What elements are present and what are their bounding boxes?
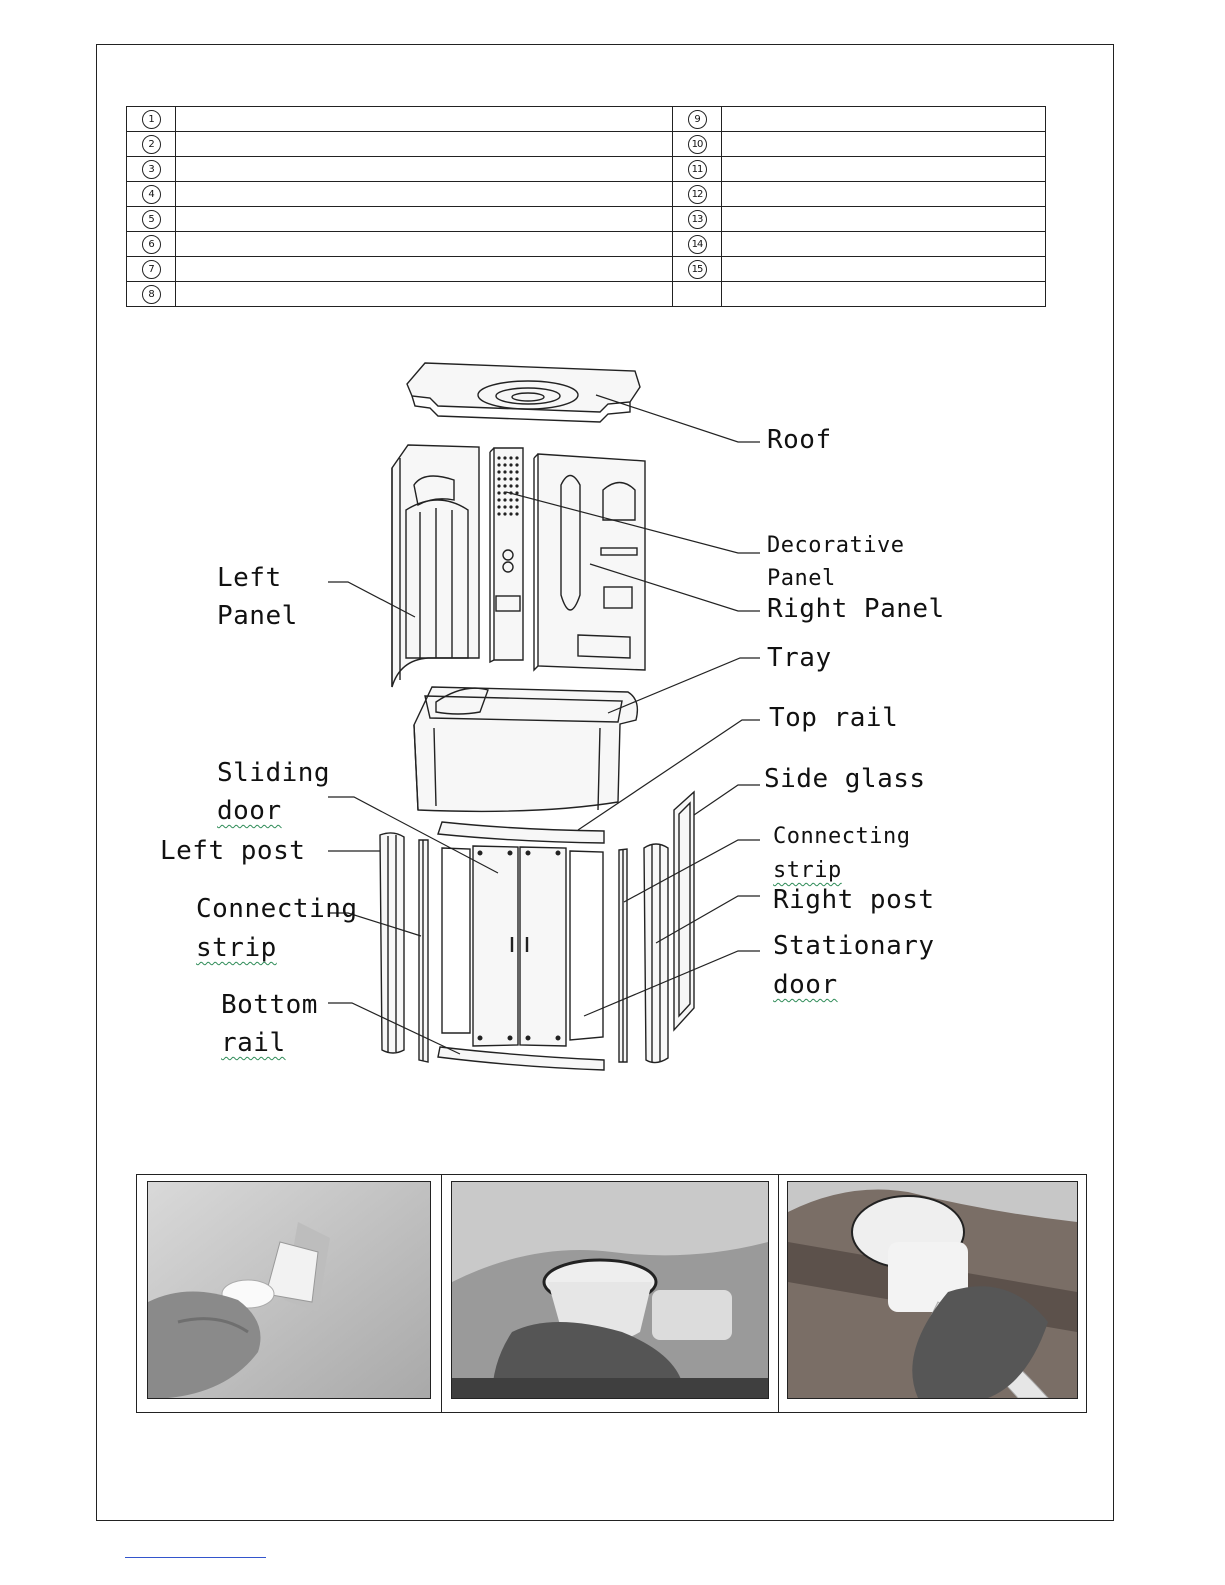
circled-number: 14 <box>688 235 707 254</box>
part-number-right <box>673 282 722 307</box>
jet-dot <box>509 470 512 473</box>
photo-fitting-foam <box>147 1181 431 1399</box>
jet-dot <box>503 498 506 501</box>
parts-row <box>127 157 1046 182</box>
label-top-rail: Top rail <box>769 703 899 733</box>
part-description-right <box>722 157 1046 182</box>
left-panel-part <box>392 445 479 687</box>
label-right-post: Right post <box>773 885 935 915</box>
right-post-part <box>644 844 668 1063</box>
part-number-right <box>673 182 722 207</box>
footer-link-underline <box>125 1557 266 1558</box>
part-number-left <box>127 232 176 257</box>
circled-number: 13 <box>688 210 707 229</box>
label-left-panel-1: Left <box>217 563 282 593</box>
part-number-left <box>127 107 176 132</box>
parts-row <box>127 107 1046 132</box>
part-number-left <box>127 257 176 282</box>
label-left-panel-2: Panel <box>217 601 298 631</box>
part-description-left <box>176 207 673 232</box>
decorative-panel-part <box>490 448 523 662</box>
jet-dot <box>515 498 518 501</box>
right-panel-part <box>534 454 645 670</box>
part-description-right <box>722 257 1046 282</box>
circled-number: 8 <box>142 285 161 304</box>
label-bottom-rail-2: rail <box>221 1028 286 1058</box>
label-connecting-strip-left-1: Connecting <box>196 894 358 924</box>
top-rail-part <box>438 822 604 843</box>
jet-dot <box>497 512 500 515</box>
circled-number: 15 <box>688 260 707 279</box>
label-stationary-door-1: Stationary <box>773 931 935 961</box>
part-number-left <box>127 207 176 232</box>
jet-dot <box>509 512 512 515</box>
part-description-left <box>176 132 673 157</box>
part-description-left <box>176 282 673 307</box>
parts-row <box>127 232 1046 257</box>
jet-dot <box>515 505 518 508</box>
circled-number: 12 <box>688 185 707 204</box>
part-description-left <box>176 157 673 182</box>
jet-dot <box>515 512 518 515</box>
circled-number: 10 <box>688 135 707 154</box>
label-connecting-strip-right-1: Connecting <box>773 824 911 849</box>
part-number-left <box>127 132 176 157</box>
circled-number: 5 <box>142 210 161 229</box>
jet-dot <box>515 477 518 480</box>
photo-strip <box>136 1174 1087 1413</box>
photo-drain-trap <box>787 1181 1078 1399</box>
parts-row <box>127 207 1046 232</box>
label-sliding-door-2: door <box>217 796 282 826</box>
parts-table <box>126 106 1046 307</box>
jet-dot <box>503 463 506 466</box>
jet-dot <box>503 505 506 508</box>
part-number-left <box>127 282 176 307</box>
label-decorative-panel-1: Decorative <box>767 533 905 558</box>
jet-dot <box>497 477 500 480</box>
jet-dot <box>497 456 500 459</box>
part-number-right <box>673 132 722 157</box>
bottom-rail-part <box>438 1047 604 1070</box>
part-number-right <box>673 232 722 257</box>
parts-row <box>127 282 1046 307</box>
jet-dot <box>503 470 506 473</box>
photo-cell-1 <box>137 1175 442 1412</box>
right-connecting-strip-part <box>619 849 627 1062</box>
jet-dot <box>515 456 518 459</box>
part-number-right <box>673 207 722 232</box>
jet-dot <box>509 484 512 487</box>
circled-number: 6 <box>142 235 161 254</box>
part-description-right <box>722 132 1046 157</box>
jet-dot <box>503 512 506 515</box>
label-side-glass: Side glass <box>764 764 926 794</box>
jet-dot <box>509 463 512 466</box>
label-left-post: Left post <box>160 836 306 866</box>
circled-number: 3 <box>142 160 161 179</box>
label-right-panel: Right Panel <box>767 594 945 624</box>
part-number-right <box>673 107 722 132</box>
side-glass-part <box>674 792 694 1030</box>
jet-dot <box>509 505 512 508</box>
doors-part <box>442 846 603 1046</box>
photo-cell-2 <box>441 1175 779 1412</box>
jet-dot <box>515 463 518 466</box>
jet-dot <box>497 491 500 494</box>
part-description-left <box>176 232 673 257</box>
roof-part <box>407 363 640 422</box>
label-connecting-strip-right-2: strip <box>773 858 842 883</box>
part-number-right <box>673 257 722 282</box>
jet-dot <box>497 484 500 487</box>
jet-dot <box>515 484 518 487</box>
jet-dot <box>503 477 506 480</box>
label-bottom-rail-1: Bottom <box>221 990 318 1020</box>
label-connecting-strip-left-2: strip <box>196 933 277 963</box>
parts-row <box>127 132 1046 157</box>
part-number-right <box>673 157 722 182</box>
tray-part <box>414 687 637 811</box>
circled-number: 1 <box>142 110 161 129</box>
left-connecting-strip-part <box>419 840 428 1062</box>
jet-dot <box>509 477 512 480</box>
label-sliding-door-1: Sliding <box>217 758 331 788</box>
part-description-right <box>722 107 1046 132</box>
part-number-left <box>127 182 176 207</box>
jet-dot <box>497 498 500 501</box>
label-stationary-door-2: door <box>773 970 838 1000</box>
exploded-diagram <box>138 340 960 1098</box>
circled-number: 11 <box>688 160 707 179</box>
jet-dot <box>497 463 500 466</box>
circled-number: 2 <box>142 135 161 154</box>
circled-number: 4 <box>142 185 161 204</box>
label-roof: Roof <box>767 425 832 455</box>
part-description-right <box>722 207 1046 232</box>
left-post-part <box>380 833 404 1053</box>
part-description-right <box>722 282 1046 307</box>
label-tray: Tray <box>767 643 832 673</box>
jet-dot <box>515 470 518 473</box>
jet-dot <box>497 470 500 473</box>
jet-dot <box>497 505 500 508</box>
part-description-right <box>722 232 1046 257</box>
circled-number: 7 <box>142 260 161 279</box>
parts-row <box>127 182 1046 207</box>
photo-drain-fitting <box>451 1181 769 1399</box>
part-description-left <box>176 182 673 207</box>
jet-dot <box>509 456 512 459</box>
photo-cell-3 <box>778 1175 1086 1412</box>
label-decorative-panel-2: Panel <box>767 566 836 591</box>
jet-dot <box>503 456 506 459</box>
part-description-right <box>722 182 1046 207</box>
part-description-left <box>176 257 673 282</box>
parts-row <box>127 257 1046 282</box>
part-description-left <box>176 107 673 132</box>
circled-number: 9 <box>688 110 707 129</box>
jet-dot <box>509 498 512 501</box>
jet-dot <box>503 484 506 487</box>
part-number-left <box>127 157 176 182</box>
